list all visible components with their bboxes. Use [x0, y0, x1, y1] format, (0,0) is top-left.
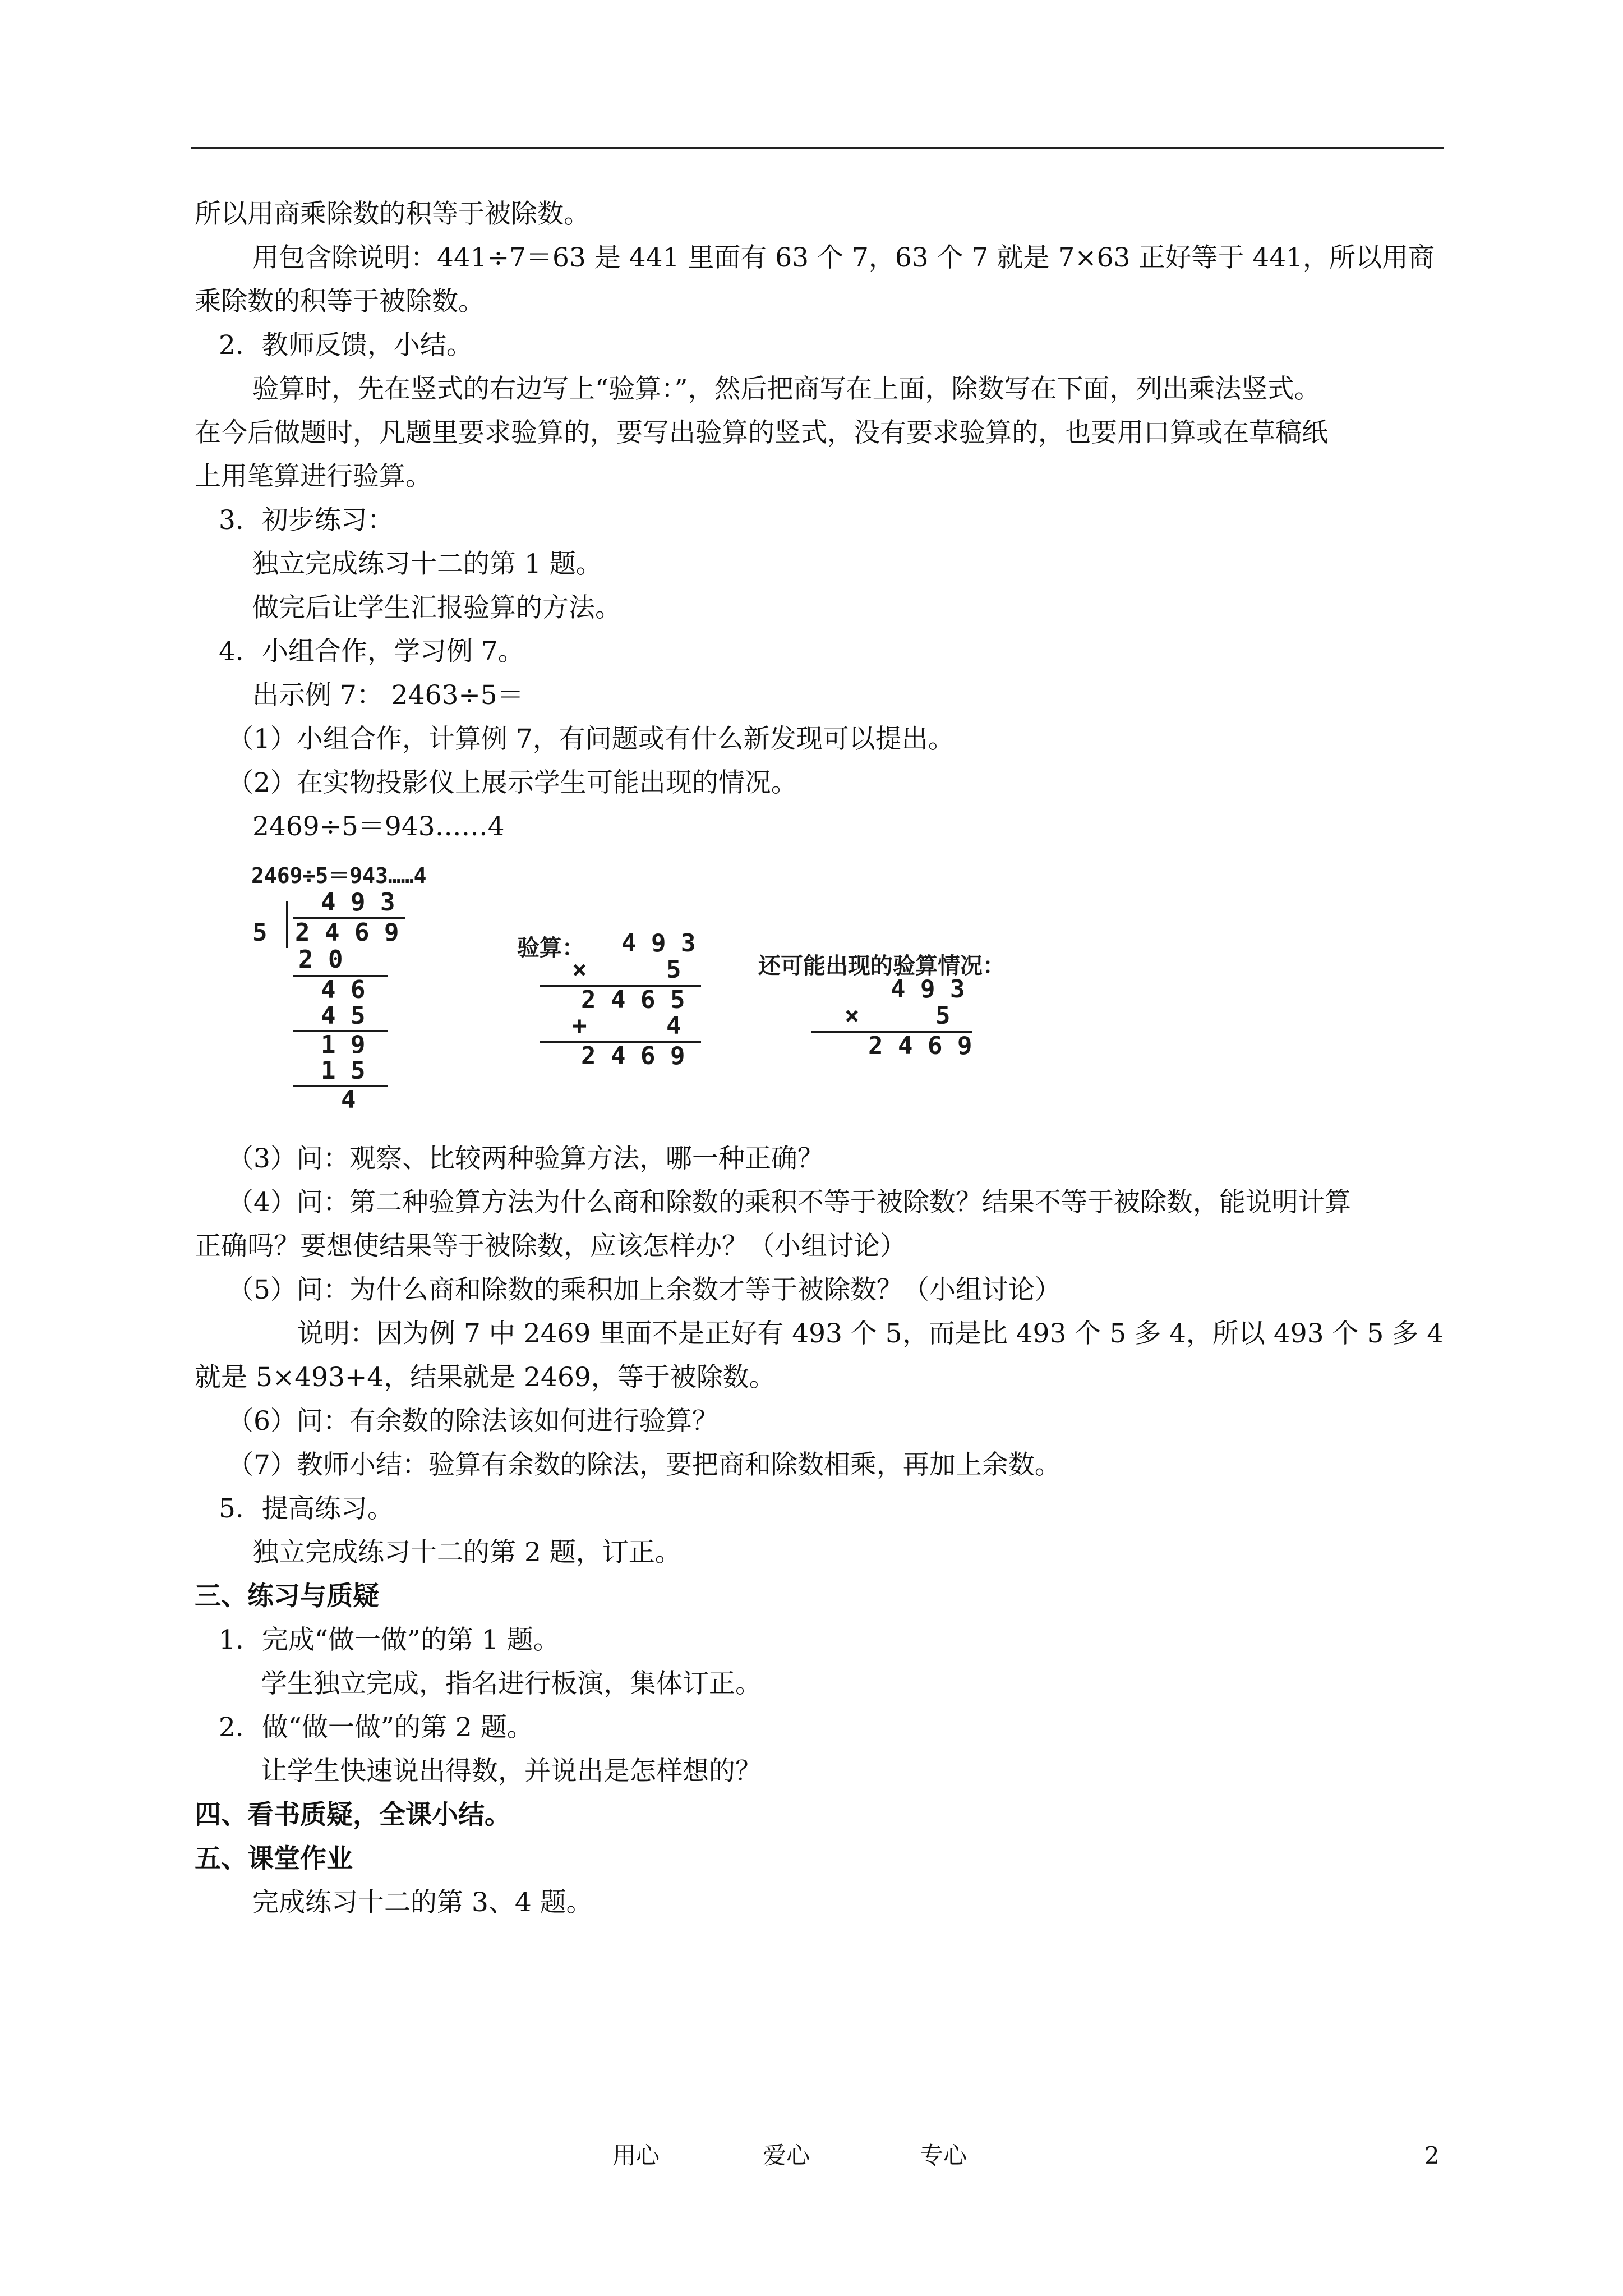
- division-quotient: 4 9 3: [321, 888, 395, 917]
- text-line: 在今后做题时，凡题里要求验算的，要写出验算的竖式，没有要求验算的，也要用口算或在草稿纸: [195, 417, 1328, 448]
- check-mult: 5: [666, 955, 681, 984]
- text-line: （3）问：观察、比较两种验算方法，哪一种正确？: [227, 1143, 824, 1174]
- text-line: 2469÷5＝943……4: [252, 811, 505, 842]
- text-line: 4．小组合作，学习例 7。: [219, 636, 524, 667]
- text-line: 独立完成练习十二的第 2 题，订正。: [252, 1537, 681, 1568]
- check-label: 验算：: [517, 935, 584, 961]
- text-line: 就是 5×493+4，结果就是 2469，等于被除数。: [195, 1362, 776, 1393]
- division-bracket: [286, 901, 288, 948]
- text-line: 5．提高练习。: [219, 1493, 394, 1524]
- text-line: 学生独立完成，指名进行板演，集体订正。: [261, 1668, 762, 1699]
- division-step: 2 0: [298, 945, 343, 974]
- text-line: 正确吗？要想使结果等于被除数，应该怎样办？（小组讨论）: [195, 1231, 906, 1262]
- division-divisor: 5: [252, 918, 268, 947]
- text-line: 用包含除说明：441÷7＝63 是 441 里面有 63 个 7，63 个 7 就是 7×63 正好等于 441，所以用商: [252, 242, 1435, 273]
- check-remainder: 4: [666, 1011, 681, 1040]
- division-step: 4 5: [321, 1001, 366, 1030]
- check-product: 2 4 6 5: [581, 986, 685, 1014]
- check-times: ×: [845, 1001, 860, 1030]
- text-line: 2．教师反馈，小结。: [219, 330, 473, 361]
- check-top: 4 9 3: [621, 929, 696, 958]
- text-line: （4）问：第二种验算方法为什么商和除数的乘积不等于被除数？结果不等于被除数，能说明计算: [227, 1187, 1351, 1218]
- division-header: 2469÷5＝943……4: [251, 863, 427, 888]
- text-line: 出示例 7： 2463÷5＝: [252, 680, 524, 711]
- section-heading: 四、看书质疑，全课小结。: [195, 1800, 511, 1830]
- check-mult: 5: [935, 1001, 951, 1030]
- text-line: （5）问：为什么商和除数的乘积加上余数才等于被除数？（小组讨论）: [227, 1274, 1061, 1305]
- footer-item: 专心: [920, 2142, 967, 2169]
- text-line: （7）教师小结：验算有余数的除法，要把商和除数相乘，再加上余数。: [227, 1450, 1061, 1480]
- footer-item: 爱心: [763, 2142, 810, 2169]
- text-line: 独立完成练习十二的第 1 题。: [252, 549, 602, 579]
- text-line: 让学生快速说出得数，并说出是怎样想的？: [261, 1756, 762, 1787]
- text-line: 2．做“做一做”的第 2 题。: [219, 1712, 533, 1743]
- check-top: 4 9 3: [891, 975, 965, 1004]
- text-line: 验算时，先在竖式的右边写上“验算：”，然后把商写在上面，除数写在下面，列出乘法竖式。: [252, 374, 1321, 404]
- footer-item: 用心: [612, 2142, 660, 2169]
- text-line: （1）小组合作，计算例 7，有问题或有什么新发现可以提出。: [227, 724, 955, 754]
- text-line: 3．初步练习：: [219, 505, 394, 536]
- section-heading: 五、课堂作业: [195, 1843, 353, 1874]
- check-label: 还可能出现的验算情况：: [758, 953, 1005, 979]
- header-rule: [191, 147, 1444, 149]
- section-heading: 三、练习与质疑: [195, 1581, 379, 1612]
- check-result: 2 4 6 9: [868, 1032, 972, 1060]
- text-line: 上用笔算进行验算。: [195, 461, 432, 492]
- text-line: （6）问：有余数的除法该如何进行验算？: [227, 1406, 718, 1437]
- division-step: 4 6: [321, 976, 366, 1004]
- text-line: （2）在实物投影仪上展示学生可能出现的情况。: [227, 767, 797, 798]
- check-times: ×: [572, 955, 587, 984]
- check-plus: +: [572, 1011, 587, 1040]
- division-line: [293, 1085, 388, 1087]
- division-step: 1 5: [321, 1056, 366, 1085]
- division-dividend: 2 4 6 9: [295, 918, 399, 947]
- text-line: 所以用商乘除数的积等于被除数。: [195, 199, 590, 229]
- text-line: 做完后让学生汇报验算的方法。: [252, 592, 621, 623]
- check-result: 2 4 6 9: [581, 1042, 685, 1070]
- text-line: 乘除数的积等于被除数。: [195, 286, 485, 317]
- text-line: 1．完成“做一做”的第 1 题。: [219, 1625, 560, 1655]
- page-number: 2: [1424, 2142, 1440, 2169]
- text-line: 完成练习十二的第 3、4 题。: [252, 1887, 593, 1918]
- text-line: 说明：因为例 7 中 2469 里面不是正好有 493 个 5，而是比 493 个 5 多 4，所以 493 个 5 多 4: [297, 1318, 1444, 1349]
- division-step: 1 9: [321, 1030, 366, 1059]
- division-remainder: 4: [341, 1085, 356, 1114]
